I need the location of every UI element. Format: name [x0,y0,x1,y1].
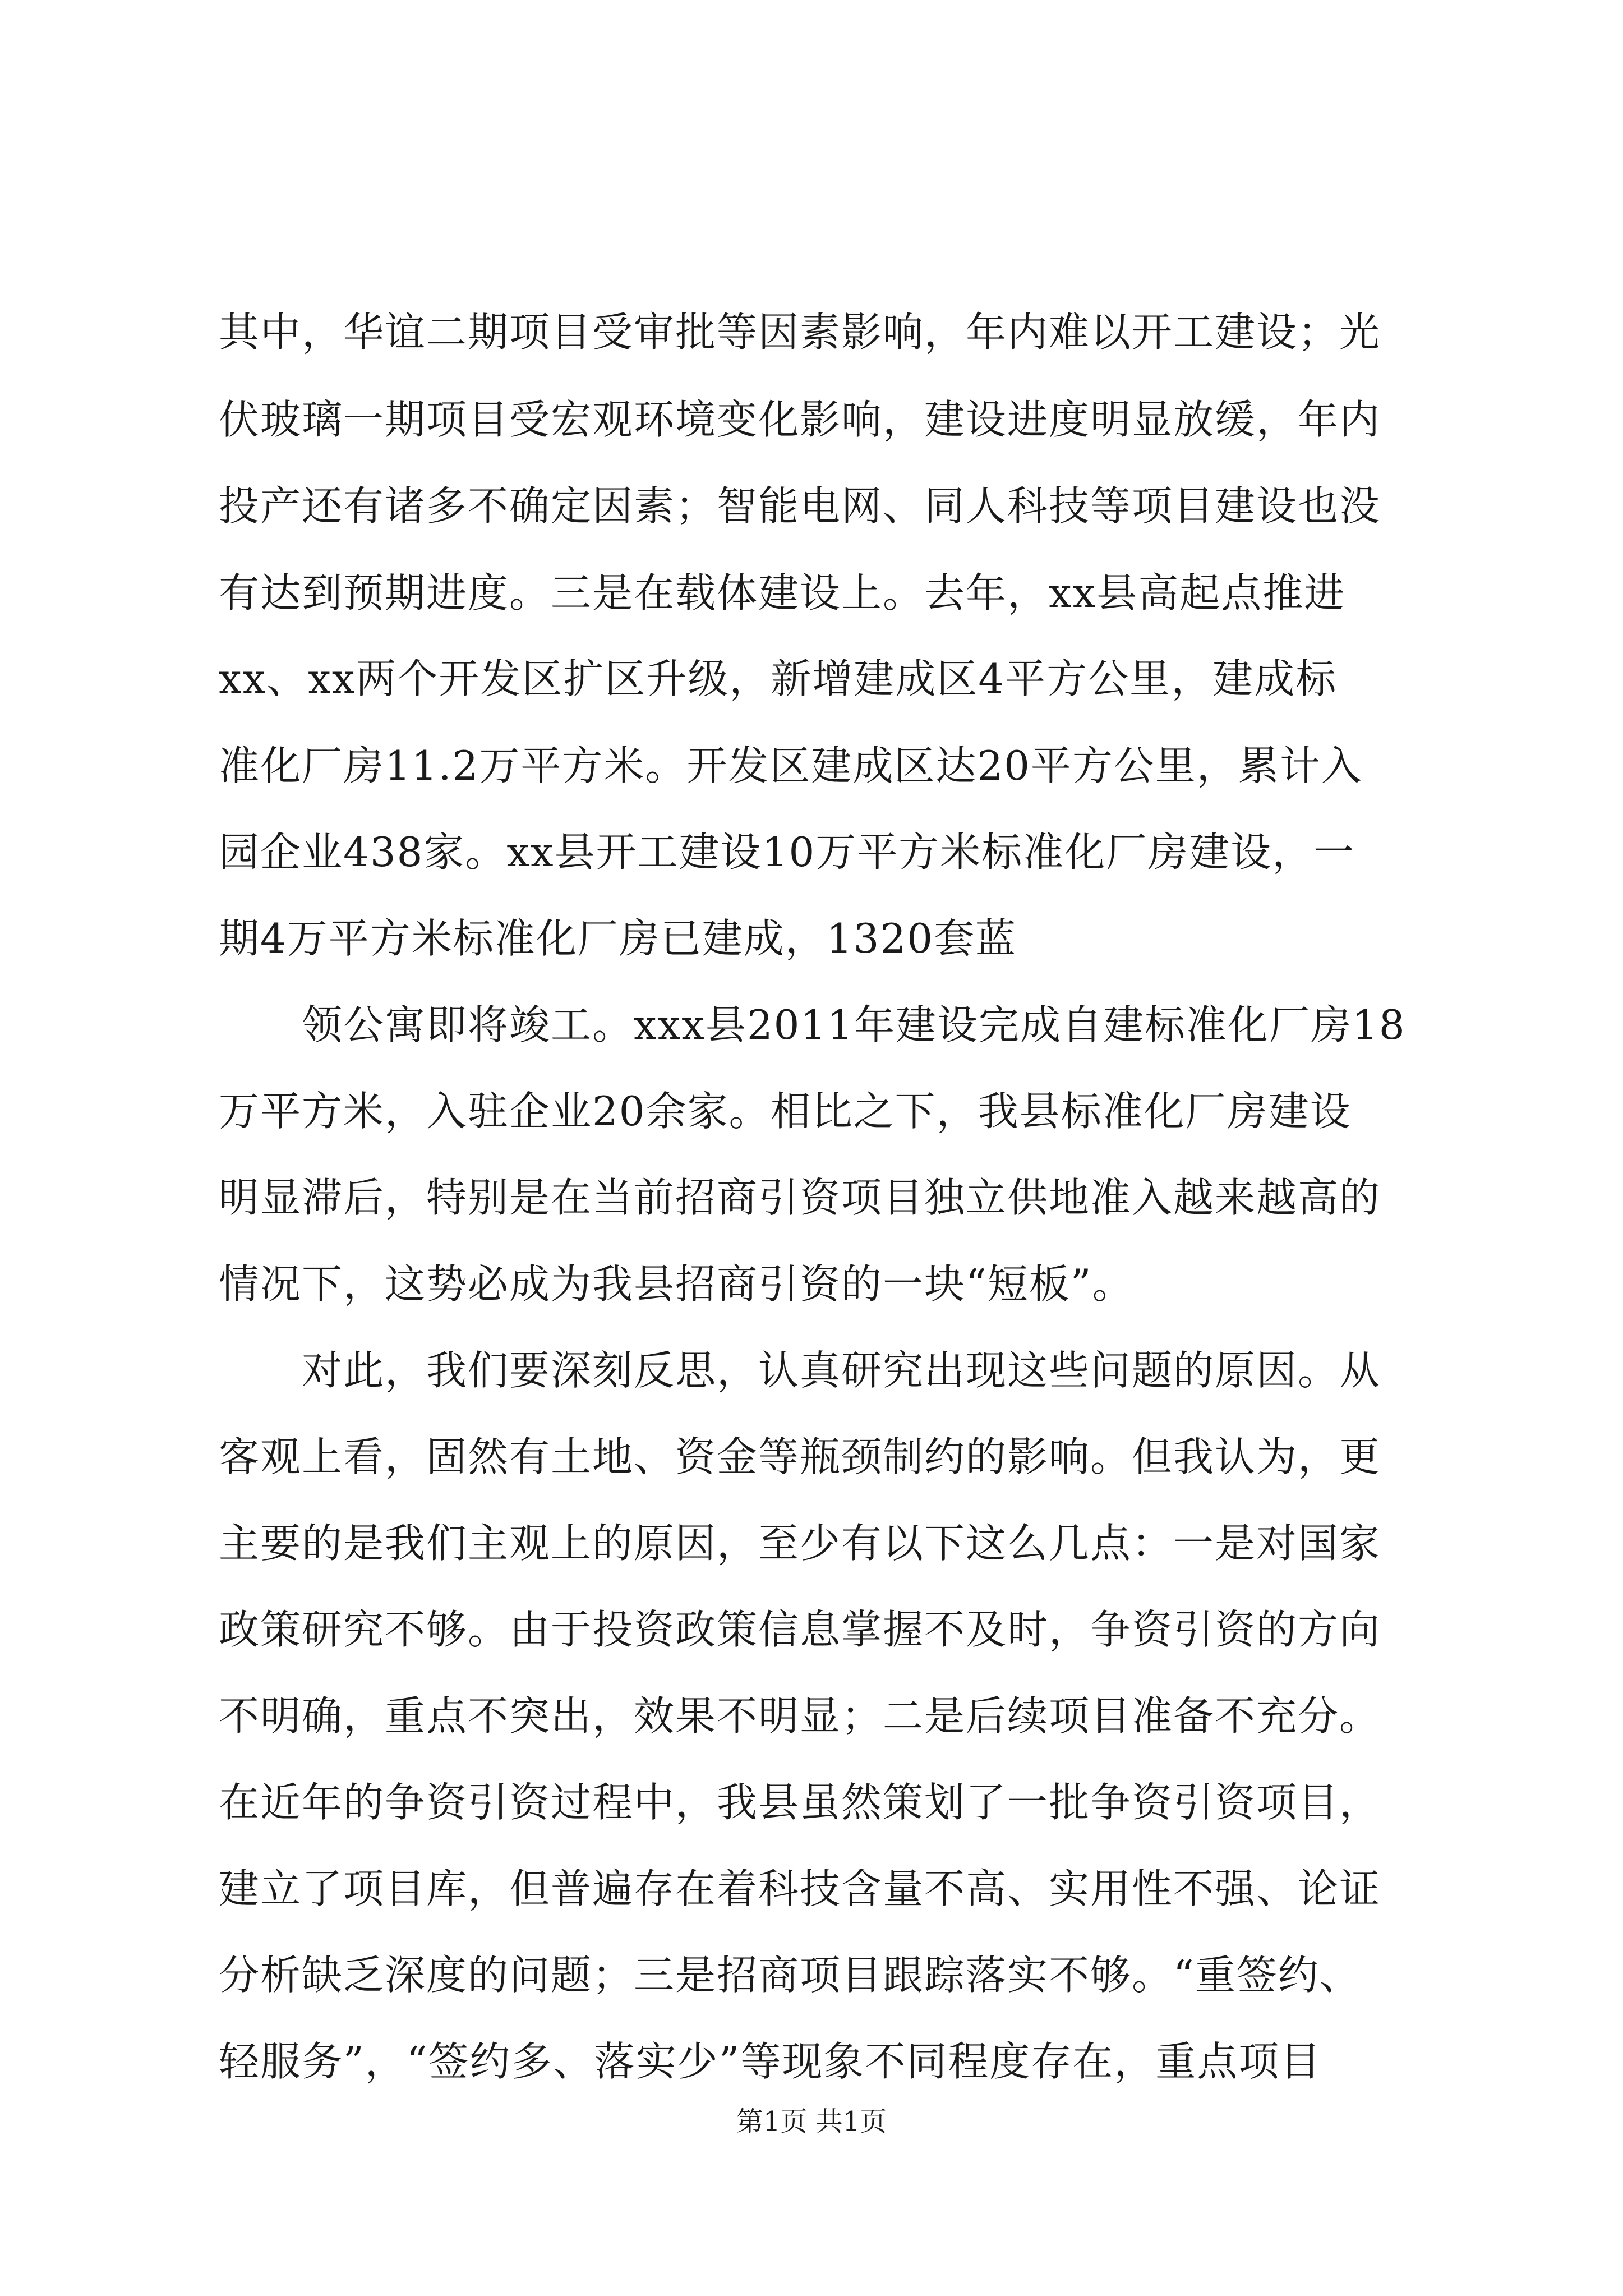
text-line: 伏玻璃一期项目受宏观环境变化影响，建设进度明显放缓，年内 [219,396,1381,443]
text-line: 轻服务”，“签约多、落实少”等现象不同程度存在，重点项目 [219,2038,1322,2085]
text-line: 期4万平方米标准化厂房已建成，1320套蓝 [219,915,1017,962]
text-line: 园企业438家。xx县开工建设10万平方米标准化厂房建设，一 [219,829,1355,876]
text-line: 有达到预期进度。三是在载体建设上。去年，xx县高起点推进 [219,569,1346,616]
text-line: 情况下，这势必成为我县招商引资的一块“短板”。 [219,1260,1134,1308]
text-line: 在近年的争资引资过程中，我县虽然策划了一批争资引资项目， [219,1779,1381,1826]
text-line: 对此，我们要深刻反思，认真研究出现这些问题的原因。从 [302,1347,1381,1394]
text-line: 客观上看，固然有土地、资金等瓶颈制约的影响。但我认为，更 [219,1433,1381,1480]
text-line: 其中，华谊二期项目受审批等因素影响，年内难以开工建设；光 [219,309,1381,356]
page-number-footer: 第1页 共1页 [736,2106,887,2137]
text-line: 分析缺乏深度的问题；三是招商项目跟踪落实不够。“重签约、 [219,1952,1361,1999]
text-line: 政策研究不够。由于投资政策信息掌握不及时，争资引资的方向 [219,1606,1381,1653]
text-line: 主要的是我们主观上的原因，至少有以下这么几点：一是对国家 [219,1520,1381,1567]
text-line: xx、xx两个开发区扩区升级，新增建成区4平方公里，建成标 [219,655,1338,702]
text-line: 万平方米，入驻企业20余家。相比之下，我县标准化厂房建设 [219,1088,1352,1135]
text-line: 领公寓即将竣工。xxx县2011年建设完成自建标准化厂房18 [302,1001,1406,1048]
text-line: 明显滞后，特别是在当前招商引资项目独立供地准入越来越高的 [219,1174,1381,1221]
text-line: 准化厂房11.2万平方米。开发区建成区达20平方公里，累计入 [219,742,1363,789]
text-line: 建立了项目库，但普遍存在着科技含量不高、实用性不强、论证 [219,1865,1381,1912]
text-line: 投产还有诸多不确定因素；智能电网、同人科技等项目建设也没 [219,482,1381,530]
text-line: 不明确，重点不突出，效果不明显；二是后续项目准备不充分。 [219,1692,1381,1740]
